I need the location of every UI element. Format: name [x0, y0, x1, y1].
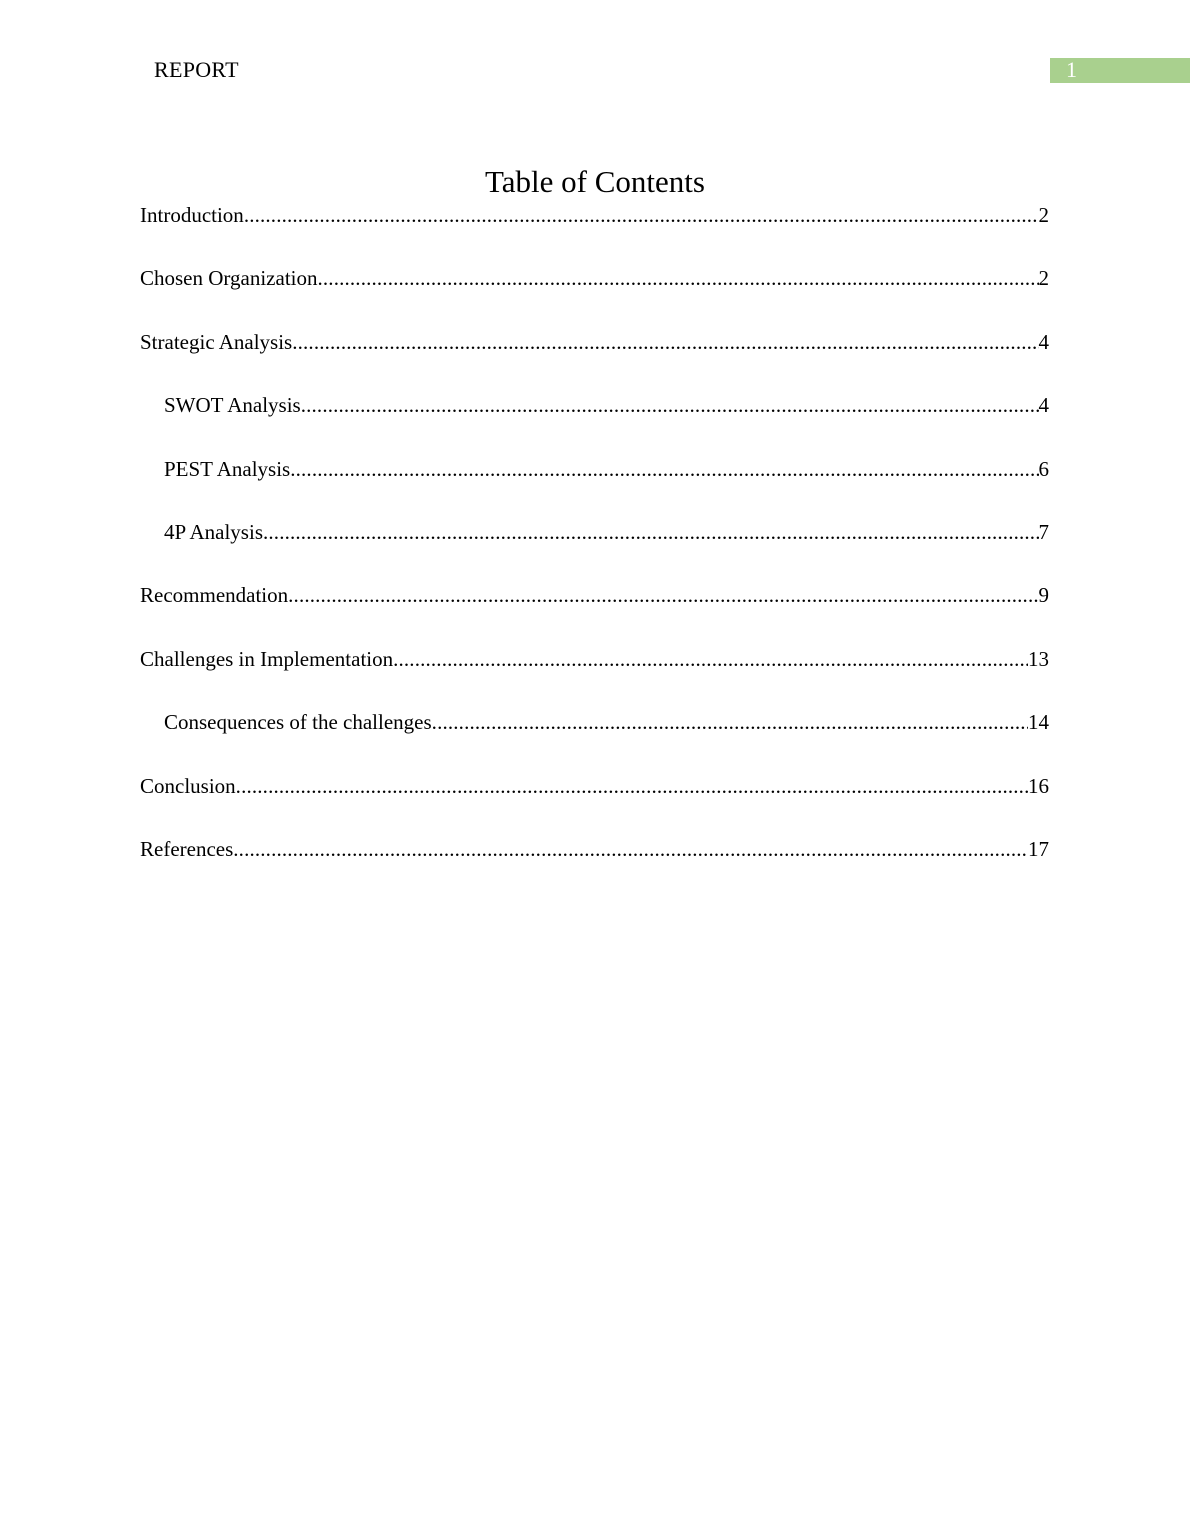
toc-leader-dots	[263, 516, 1039, 548]
toc-entry-label: 4P Analysis	[164, 519, 263, 544]
toc-entry-page: 17	[1028, 836, 1049, 861]
toc-entry-conclusion[interactable]	[140, 770, 1049, 833]
toc-entry-page: 6	[1038, 456, 1049, 481]
toc-entry-label: Consequences of the challenges	[164, 710, 432, 735]
toc-entry-strategic-analysis[interactable]	[140, 326, 1049, 389]
toc-entry-page: 4	[1038, 329, 1049, 354]
toc-entry-label: Chosen Organization	[140, 266, 318, 291]
toc-entry-label: Conclusion	[140, 773, 236, 798]
toc-entry-label: Introduction	[140, 203, 244, 227]
toc-leader-dots	[292, 326, 1038, 358]
page-number-badge	[1050, 58, 1190, 83]
toc-entry-page: 2	[1038, 203, 1049, 227]
toc-leader-dots	[236, 770, 1028, 802]
toc-leader-dots	[290, 453, 1038, 485]
toc-leader-dots	[393, 643, 1028, 675]
header-title: REPORT	[154, 57, 239, 82]
toc-entry-introduction[interactable]	[140, 199, 1049, 262]
toc-leader-dots	[301, 389, 1039, 421]
toc-entry-chosen-organization[interactable]	[140, 262, 1049, 325]
toc-entry-label: Strategic Analysis	[140, 329, 293, 354]
toc-entry-page: 9	[1038, 583, 1049, 608]
toc-entry-page: 16	[1028, 773, 1049, 798]
toc-entry-label: PEST Analysis	[164, 456, 291, 481]
toc-entry-pest-analysis[interactable]	[140, 453, 1049, 516]
toc-entry-page: 2	[1038, 266, 1049, 291]
toc-entry-label: Challenges in Implementation	[140, 646, 394, 671]
toc-entry-consequences-of-the-challenges[interactable]	[140, 706, 1049, 769]
toc-entry-label: SWOT Analysis	[164, 393, 301, 418]
toc-leader-dots	[244, 199, 1039, 231]
toc-leader-dots	[432, 706, 1028, 738]
toc-entry-page: 13	[1028, 646, 1049, 671]
toc-entry-4p-analysis[interactable]	[140, 516, 1049, 579]
toc-entry-page: 7	[1038, 519, 1049, 544]
toc-entry-swot-analysis[interactable]	[140, 389, 1049, 452]
toc-entry-label: References	[140, 836, 234, 861]
toc-entry-page: 4	[1038, 393, 1049, 418]
toc-leader-dots	[233, 833, 1028, 865]
page-number: 1	[1066, 57, 1077, 82]
table-of-contents	[140, 199, 1049, 896]
toc-leader-dots	[288, 579, 1038, 611]
toc-entry-references[interactable]	[140, 833, 1049, 896]
toc-entry-label: Recommendation	[140, 583, 289, 608]
toc-entry-page: 14	[1028, 710, 1049, 735]
toc-heading: Table of Contents	[485, 164, 705, 199]
toc-entry-challenges-in-implementation[interactable]	[140, 643, 1049, 706]
toc-leader-dots	[318, 262, 1039, 294]
toc-entry-recommendation[interactable]	[140, 579, 1049, 642]
